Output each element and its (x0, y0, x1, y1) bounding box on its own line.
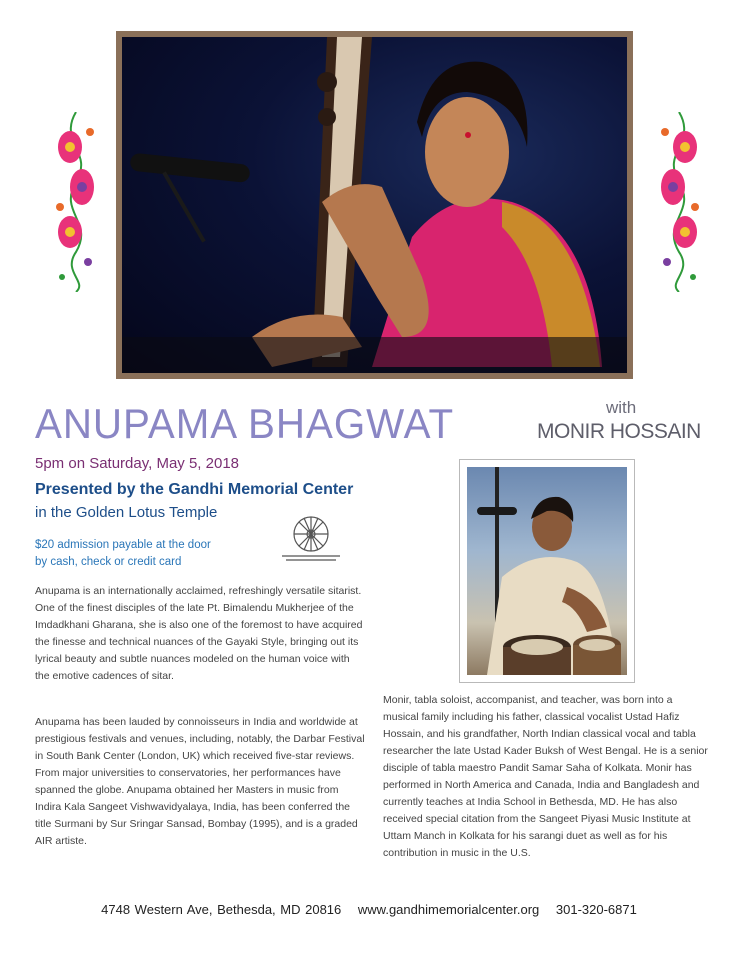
with-label: with (606, 398, 637, 417)
tabla-player-illustration (467, 467, 627, 675)
venue: in the Golden Lotus Temple (35, 504, 218, 521)
wheel-emblem-icon (280, 512, 342, 564)
presenter: Presented by the Gandhi Memorial Center (35, 481, 354, 498)
paisley-ornament-icon (651, 112, 707, 292)
guest-photo (467, 467, 627, 675)
performer-title: ANUPAMA BHAGWAT (35, 400, 455, 447)
guest-photo-frame (459, 459, 635, 683)
paisley-ornament-icon (48, 112, 104, 292)
footer-website[interactable]: www.gandhimemorialcenter.org (357, 902, 540, 917)
footer-address: 4748 Western Ave, Bethesda, MD 20816 (101, 902, 342, 917)
hero-photo-frame (116, 31, 633, 379)
guest-bio: Monir, tabla soloist, accompanist, and teacher, was born into a musical family including his father, classical vocalist Ustad Hafiz Hossain, and his grandfather, North Indian classical vocal and tabla researcher the late Ustad Kader Buksh of West Bengal. He is a senior disciple of tabla maestro Pandit Samar Saha of Kolkata. Monir has performed in North America and Canada, India and Bangladesh and currently teaches at India School in Bethesda, MD. He has also received special citation from the Sangeet Piyasi Music Institute at Uttam Manch in Kolkata for his sarangi duet as well as for his contribution in music in the U.S. (383, 694, 708, 859)
sitar-player-illustration (122, 37, 627, 373)
admission-line-1: $20 admission payable at the door (35, 539, 211, 551)
admission-info (35, 537, 275, 571)
event-time: 5pm on Saturday, May 5, 2018 (35, 455, 240, 472)
performer-bio-paragraph-1: Anupama is an internationally acclaimed, refreshingly versatile sitarist. One of the finest disciples of the late Pt. Bimalendu Mukherjee of the Imdadkhani Gharana, she is also one of the foremost to have acquired the finesse and technical nuances of the Gayaki Style, bringing out its lyrical beauty and subtle nuances modeled on the human voice with the emotive cadences of sitar. (35, 585, 363, 682)
footer-phone: 301-320-6871 (555, 902, 637, 917)
footer-contact (0, 902, 738, 917)
hero-photo (122, 37, 627, 373)
performer-bio-paragraph-2: Anupama has been lauded by connoisseurs in India and worldwide at prestigious festivals and venues, including, notably, the Darbar Festival in South Bank Center (London, UK) which received five-star reviews. From major universities to conservatories, her performances have spanned the globe. Anupama obtained her Masters in music from Indira Kala Sangeet Vishwavidyalaya, India, has been conferred the title Surmani by Sur Sringar Sansad, Bombay (1995), and is a graded AIR artiste. (35, 716, 365, 847)
guest-title: MONIR HOSSAIN (537, 420, 701, 443)
admission-line-2: by cash, check or credit card (35, 556, 182, 568)
